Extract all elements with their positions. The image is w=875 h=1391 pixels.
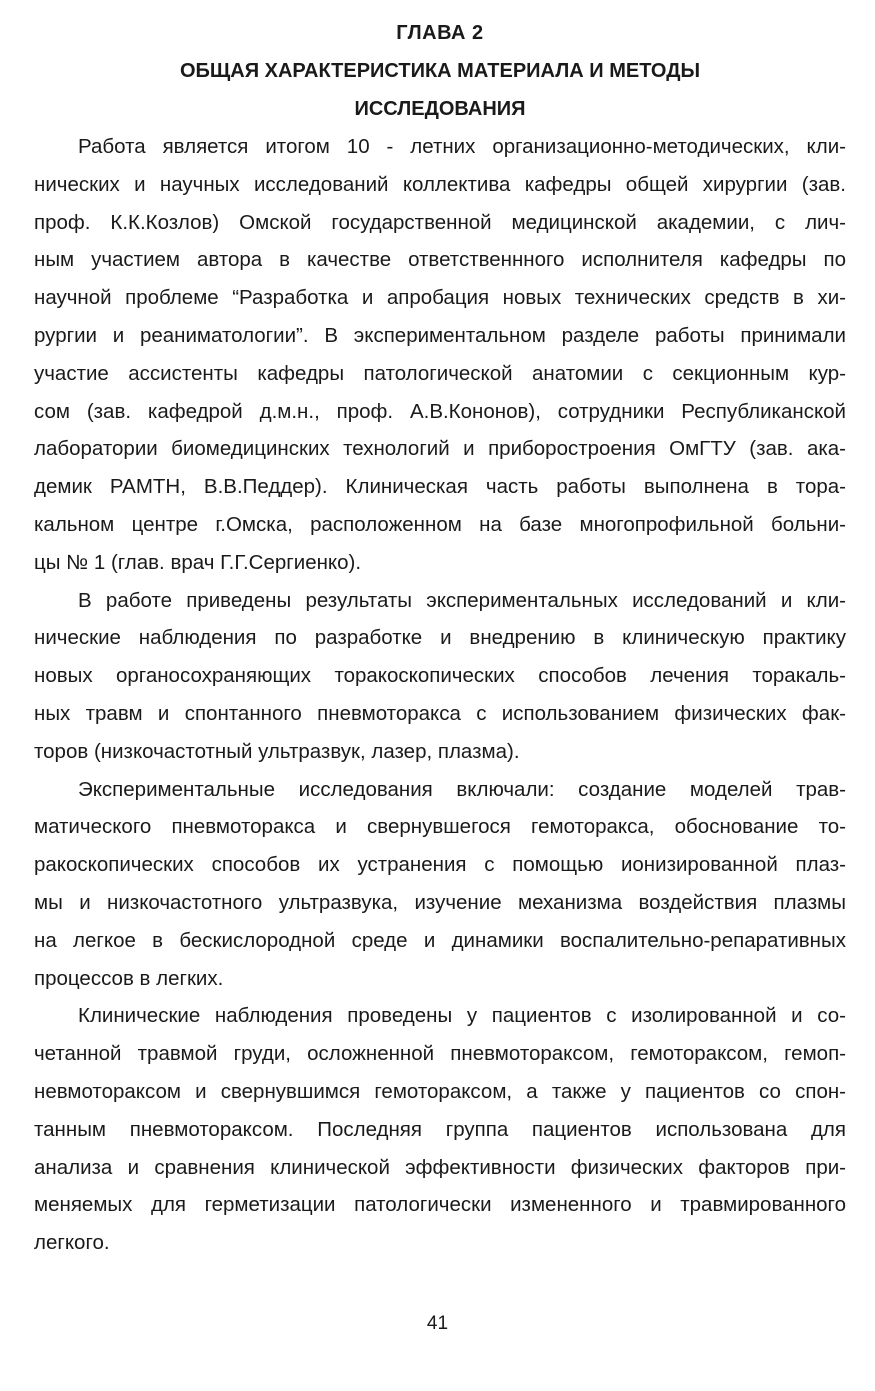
text-line: научной проблеме “Разработка и апробация новых технических средств в хи- xyxy=(34,286,846,310)
text-line: новых органосохраняющих торакоскопических способов лечения торакаль- xyxy=(34,664,846,688)
text-line: невмотораксом и свернувшимся гемотораксом, а также у пациентов со спон- xyxy=(34,1079,846,1103)
text-line: анализа и сравнения клинической эффективности физических факторов при- xyxy=(34,1155,846,1179)
text-line: лаборатории биомедицинских технологий и приборостроения ОмГТУ (зав. ака- xyxy=(34,437,846,461)
text-line: ным участием автора в качестве ответственнного исполнителя кафедры по xyxy=(34,248,846,272)
page-number: 41 xyxy=(426,1313,449,1334)
text-line: процессов в легких. xyxy=(34,966,224,990)
paragraph xyxy=(34,771,846,998)
text-line: кальном центре г.Омска, расположенном на базе многопрофильной больни- xyxy=(34,512,846,536)
chapter-heading: ГЛАВА 2 xyxy=(396,22,484,44)
text-line: проф. К.К.Козлов) Омской государственной медицинской академии, с лич- xyxy=(34,210,846,234)
text-line: демик РАМТН, В.В.Педдер). Клиническая часть работы выполнена в тора- xyxy=(34,475,846,499)
text-line: четанной травмой груди, осложненной пневмотораксом, гемотораксом, гемоп- xyxy=(34,1042,846,1066)
text-line: Экспериментальные исследования включали: создание моделей трав- xyxy=(78,777,846,801)
text-line: рургии и реаниматологии”. В экспериментальном разделе работы принимали xyxy=(34,323,846,347)
body-text xyxy=(34,128,846,1262)
text-line: меняемых для герметизации патологически измененного и травмированного xyxy=(34,1193,846,1217)
chapter-title-line: ОБЩАЯ ХАРАКТЕРИСТИКА МАТЕРИАЛА И МЕТОДЫ xyxy=(179,60,701,82)
text-line: ракоскопических способов их устранения с помощью ионизированной плаз- xyxy=(34,853,846,877)
text-line: сом (зав. кафедрой д.м.н., проф. А.В.Кононов), сотрудники Республиканской xyxy=(34,399,846,423)
text-line: мы и низкочастотного ультразвука, изучение механизма воздействия плазмы xyxy=(34,890,846,914)
text-line: участие ассистенты кафедры патологической анатомии с секционным кур- xyxy=(34,361,846,385)
paragraph xyxy=(34,582,846,771)
text-line: торов (низкочастотный ультразвук, лазер, плазма). xyxy=(34,739,520,763)
paragraph xyxy=(34,997,846,1262)
page-content xyxy=(34,18,846,1262)
text-line: Клинические наблюдения проведены у пациентов с изолированной и со- xyxy=(78,1004,846,1028)
text-line: легкого. xyxy=(34,1231,110,1255)
text-line: на легкое в бескислородной среде и динамики воспалительно-репаративных xyxy=(34,928,846,952)
text-line: матического пневмоторакса и свернувшегося гемоторакса, обоснование то- xyxy=(34,815,846,839)
text-line: В работе приведены результаты экспериментальных исследований и кли- xyxy=(78,588,846,612)
text-line: ных травм и спонтанного пневмоторакса с использованием физических фак- xyxy=(34,701,846,725)
paragraph xyxy=(34,128,846,582)
text-line: нических и научных исследований коллектива кафедры общей хирургии (зав. xyxy=(34,172,846,196)
text-line: танным пневмотораксом. Последняя группа пациентов использована для xyxy=(34,1117,846,1141)
chapter-title-line: ИССЛЕДОВАНИЯ xyxy=(354,98,526,120)
text-line: нические наблюдения по разработке и внедрению в клиническую практику xyxy=(34,626,846,650)
chapter-title xyxy=(34,52,846,128)
text-line: цы № 1 (глав. врач Г.Г.Сергиенко). xyxy=(34,550,362,574)
text-line: Работа является итогом 10 - летних организационно-методических, кли- xyxy=(78,135,846,158)
